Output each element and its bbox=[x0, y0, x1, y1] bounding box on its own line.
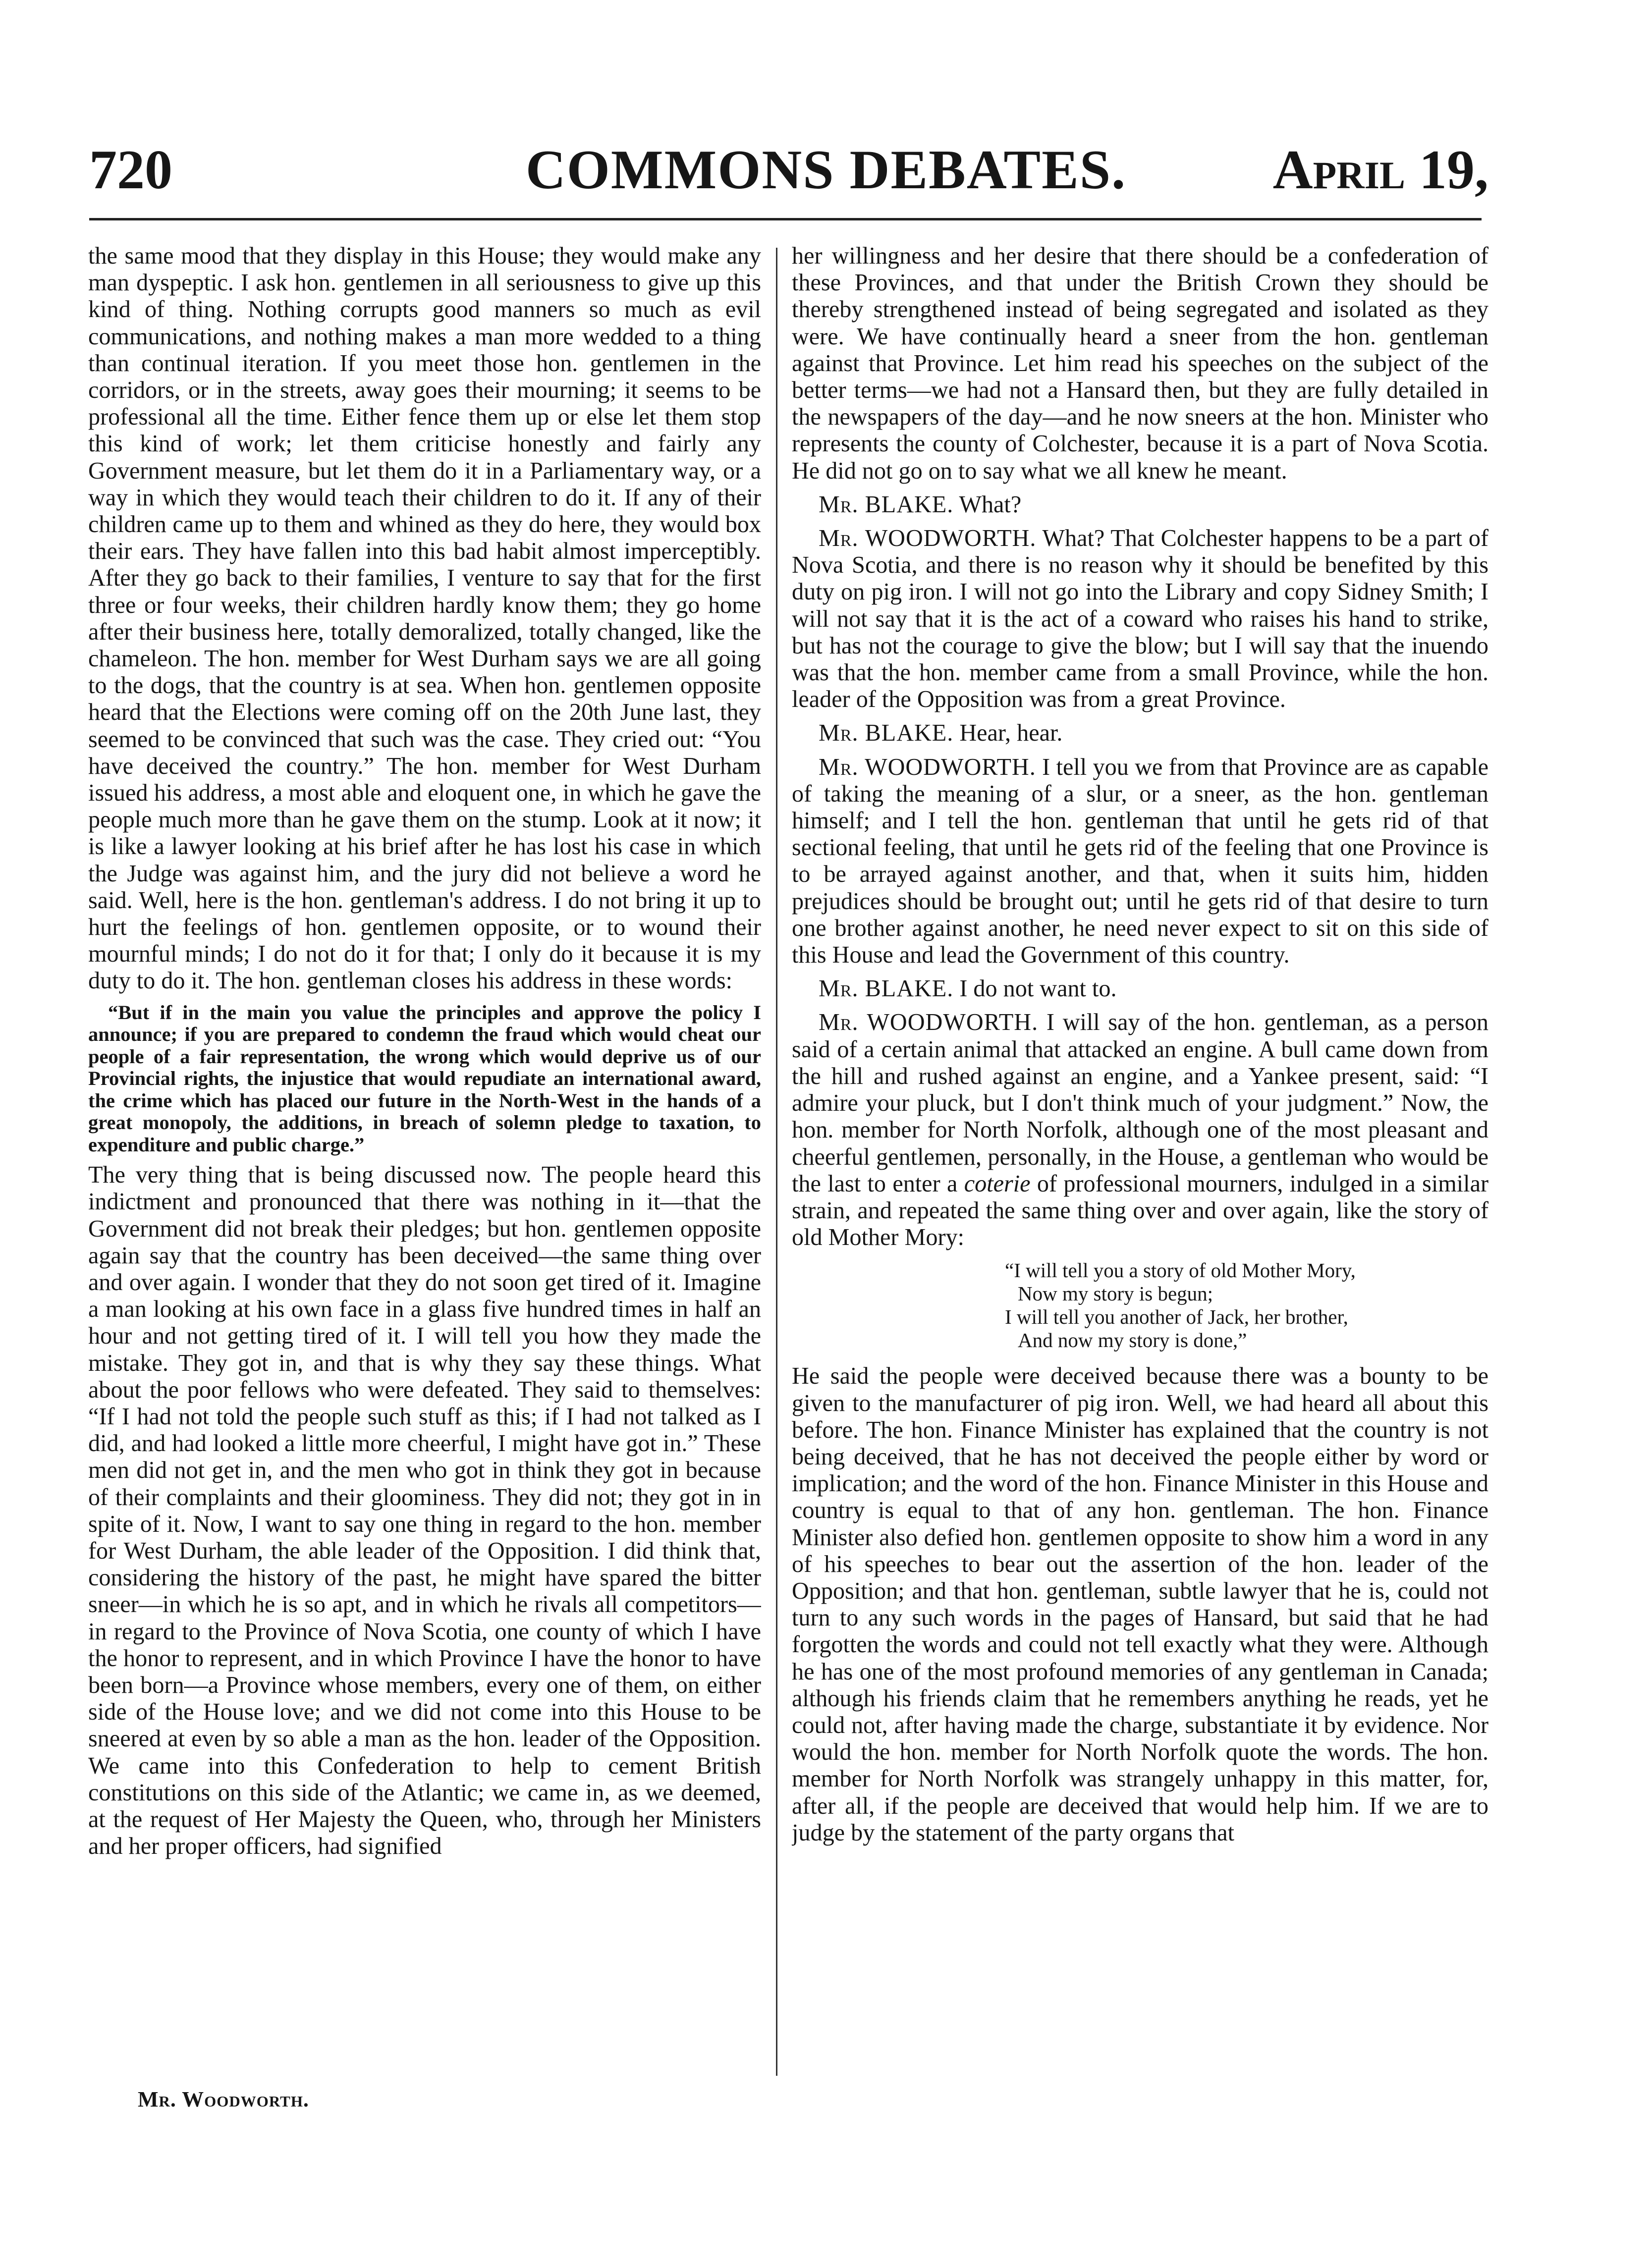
speaker-name: Mr. BLAKE. bbox=[819, 975, 954, 1002]
right-column bbox=[792, 243, 1488, 2214]
right-paragraph-1: her willingness and her desire that there should be a confederation of these Provinces, and that under the British Crown they should be thereby strengthened instead of being segregated and isolated as they were. We have continually heard a sneer from the hon. gentleman against that Province. Let him read his speeches on the subject of the better terms—we had not a Hansard then, but they are fully detailed in the newspapers of the day—and he now sneers at the hon. Minister who represents the county of Colchester, because it is a part of Nova Scotia. He did not go on to say what we all knew he meant. bbox=[792, 243, 1488, 484]
speech-blake-2 bbox=[792, 720, 1488, 747]
verse-line: “I will tell you a story of old Mother Mory, bbox=[1005, 1259, 1356, 1282]
speaker-name: Mr. WOODWORTH. bbox=[819, 1009, 1039, 1036]
column-divider bbox=[776, 248, 777, 2076]
speech-text: I do not want to. bbox=[959, 975, 1117, 1002]
speech-text: Hear, hear. bbox=[959, 720, 1063, 747]
speech-woodworth-2 bbox=[792, 754, 1488, 969]
left-paragraph-2: The very thing that is being discussed now. The people heard this indictment and pronounced that there was nothing in it—that the Government did not break their pledges; but hon. gentlemen opposite again say that the country has been deceived—the same thing over and over again. I wonder that they do not soon get tired of it. Imagine a man looking at his own face in a glass five hundred times in half an hour and not getting tired of it. I will tell you how they made the mistake. They got in, and that is why they say these things. What about the poor fellows who were defeated. They said to themselves: “If I had not told the people such stuff as this; if I had not talked as I did, and had looked a little more cheerful, I might have got in.” These men did not get in, and the men who got in think they got in because of their complaints and their gloominess. They did not; they got in in spite of it. Now, I want to say one thing in regard to the hon. member for West Durham, the able leader of the Opposition. I did think that, considering the history of the past, he might have spared the bitter sneer—in which he is so apt, and in which he rivals all competitors—in regard to the Province of Nova Scotia, one county of which I have the honor to represent, and in which Province I have the honor to have been born—a Province whose members, every one of them, on either side of the House love; and we did not come into this House to be sneered at even by so able a man as the hon. leader of the Opposition. We came into this Confederation to help to cement British constitutions on this side of the Atlantic; we came in, as we deemed, at the request of Her Majesty the Queen, who, through her Ministers and her proper officers, had signified bbox=[88, 1162, 761, 1860]
header-date: April 19, bbox=[1272, 139, 1488, 201]
page-header bbox=[0, 133, 1652, 207]
speech-text: What? That Colchester happens to be a part of Nova Scotia, and there is no reason why it should be benefited by this duty on pig iron. I will not go into the Library and copy Sidney Smith; I will not say that it is the act of a coward who raises his hand to strike, but has not the courage to give the blow; but I will say that the inuendo was that the hon. member came from a small Province, while the hon. leader of the Opposition was from a great Province. bbox=[792, 525, 1488, 713]
speech-text: What? bbox=[959, 491, 1022, 518]
address-quotation: “But if in the main you value the principles and approve the policy I announce; if you are prepared to condemn the fraud which would cheat our people of a fair representation, the wrong which would deprive us of our Provincial rights, the injustice that would repudiate an international award, the crime which has placed our future in the North-West in the hands of a great monopoly, the additions, in breach of solemn pledge to taxation, to expenditure and public charge.” bbox=[88, 1001, 761, 1156]
verse-line: I will tell you another of Jack, her brother, bbox=[1005, 1305, 1348, 1329]
speech-woodworth-3 bbox=[792, 1009, 1488, 1251]
verse-line: And now my story is done,” bbox=[1018, 1329, 1247, 1352]
left-paragraph-1: the same mood that they display in this House; they would make any man dyspeptic. I ask hon. gentlemen in all seriousness to give up this kind of thing. Nothing corrupts good manners so much as evil communications, and nothing makes a man more wedded to a thing than continual iteration. If you meet those hon. gentlemen in the corridors, or in the streets, away goes their mourning; it seems to be professional all the time. Either fence them up or else let them stop this kind of work; let them criticise honestly and fairly any Government measure, but let them do it in a Parliamentary way, or a way in which they would teach their children to do it. If any of their children came up to them and whined as they do here, they would box their ears. They have fallen into this bad habit almost imperceptibly. After they go back to their families, I venture to say that for the first three or four weeks, their children hardly know them; they go home after their business here, totally demoralized, totally changed, like the chameleon. The hon. member for West Durham says we are all going to the dogs, that the country is at sea. When hon. gentlemen opposite heard that the Elections were coming off on the 20th June last, they seemed to be convinced that such was the case. They cried out: “You have deceived the country.” The hon. member for West Durham issued his address, a most able and eloquent one, in which he gave the people much more than he gave them on the stump. Look at it now; it is like a lawyer looking at his brief after he has lost his case in which the Judge was against him, and the jury did not believe a word he said. Well, here is the hon. gentleman's address. I do not bring it up to hurt the feelings of hon. gentlemen opposite, or to wound their mournful minds; I do not do it for that; I only do it because it is my duty to do it. The hon. gentleman closes his address in these words: bbox=[88, 243, 761, 994]
speech-italic-term: coterie bbox=[964, 1170, 1031, 1197]
speech-text: of professional mourners, indulged in a similar strain, and repeated the same thing over and over again, like the story of old Mother Mory: bbox=[792, 1170, 1488, 1251]
speech-woodworth-1 bbox=[792, 525, 1488, 713]
right-paragraph-final: He said the people were deceived because there was a bounty to be given to the manufacturer of pig iron. Well, we had heard all about this before. The hon. Finance Minister has explained that the country is not being deceived, that he has not deceived the people either by word or implication; and the word of the hon. Finance Minister in this House and country is equal to that of any hon. gentleman. The hon. Finance Minister also defied hon. gentlemen opposite to show him a word in any of his speeches to bear out the assertion of the hon. leader of the Opposition; and that hon. gentleman, subtle lawyer that he is, could not turn to any such words in the pages of Hansard, but said that he had forgotten the words and could not tell exactly what they were. Although he has one of the most profound memories of any gentleman in Canada; although his friends claim that he remembers anything he reads, yet he could not, after having made the charge, substantiate it by evidence. Nor would the hon. member for North Norfolk quote the words. The hon. member for North Norfolk was strangely unhappy in this matter, for, after all, if the people are deceived that would help him. If we are to judge by the statement of the party organs that bbox=[792, 1363, 1488, 1846]
speaker-name: Mr. WOODWORTH. bbox=[819, 525, 1037, 552]
speech-blake-1 bbox=[792, 491, 1488, 518]
speech-blake-3 bbox=[792, 975, 1488, 1002]
footer-speaker: Mr. Woodworth. bbox=[138, 2087, 309, 2111]
header-rule bbox=[89, 218, 1482, 220]
page-number: 720 bbox=[89, 139, 172, 201]
speech-text: I tell you we from that Province are as capable of taking the meaning of a slur, or a sneer, as the hon. gentleman himself; and I tell the hon. gentleman that until he gets rid of that sectional feeling, that until he gets rid of the feeling that one Province is to be arrayed against another, and that, when it suits him, hidden prejudices should be brought out; until he gets rid of that desire to turn one brother against another, he need never expect to sit on this side of this House and lead the Government of this country. bbox=[792, 754, 1488, 969]
speech-text: I will say of the hon. gentleman, as a person said of a certain animal that attacked an engine. A bull came down from the hill and rushed against an engine, and a Yankee present, said: “I admire your pluck, but I don't think much of your judgment.” Now, the hon. member for North Norfolk, although one of the most pleasant and cheerful gentlemen, personally, in the House, a gentleman who would be the last to enter a bbox=[792, 1009, 1488, 1197]
running-title: COMMONS DEBATES. bbox=[525, 139, 1127, 201]
speaker-name: Mr. WOODWORTH. bbox=[819, 754, 1036, 780]
nursery-verse bbox=[1005, 1259, 1488, 1352]
speaker-name: Mr. BLAKE. bbox=[819, 720, 954, 747]
verse-line: Now my story is begun; bbox=[1018, 1282, 1213, 1305]
left-column bbox=[88, 243, 761, 2214]
speaker-name: Mr. BLAKE. bbox=[819, 491, 954, 518]
